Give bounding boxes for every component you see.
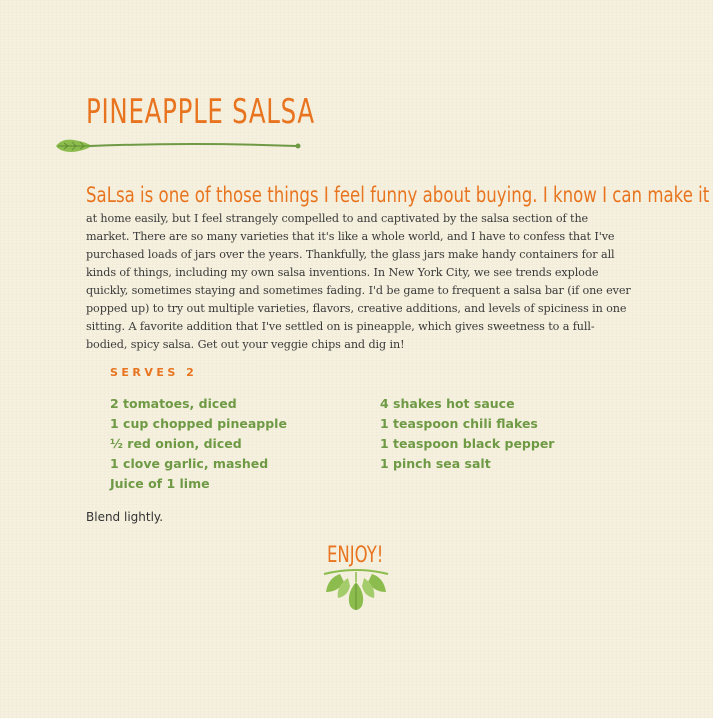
ingredient-item: 1 clove garlic, mashed <box>110 456 269 471</box>
ingredient-item: 1 teaspoon chili flakes <box>380 416 538 431</box>
ingredients-left-column <box>110 394 287 494</box>
ingredient-item: 1 teaspoon black pepper <box>380 436 555 451</box>
intro-paragraph: at home easily, but I feel strangely compelled to and captivated by the salsa section of the market. There are so many varieties that it's like a whole world, and I have to confess that I've purchased loads of jars over the years. Thankfully, the glass jars make handy containers for all kinds of things, including my own salsa inventions. In New York City, we see trends explode quickly, sometimes staying and sometimes fading. I'd be game to frequent a salsa bar (if one ever popped up) to try out multiple varieties, flavors, creative additions, and levels of spiciness in one sitting. A favorite addition that I've settled on is pineapple, which gives sweetness to a full-bodied, spicy salsa. Get out your veggie chips and dig in! <box>86 212 631 351</box>
enjoy-heading: ENJOY! <box>327 543 384 568</box>
leaf-cluster-icon <box>320 568 392 616</box>
ingredient-item: Juice of 1 lime <box>110 476 210 491</box>
lead-sentence: SaLsa is one of those things I feel funny about buying. I know I can make it <box>86 183 710 207</box>
ingredient-item: 1 cup chopped pineapple <box>110 416 287 431</box>
serves-label: SERVES 2 <box>110 366 198 379</box>
ingredient-item: 4 shakes hot sauce <box>380 396 515 411</box>
recipe-title: PINEAPPLE SALSA <box>86 92 315 132</box>
vine-leaf-divider-icon <box>52 134 307 158</box>
ingredient-item: 2 tomatoes, diced <box>110 396 237 411</box>
ingredients-right-column <box>380 394 554 474</box>
ingredient-item: ½ red onion, diced <box>110 436 242 451</box>
instruction-text: Blend lightly. <box>86 510 164 524</box>
ingredient-item: 1 pinch sea salt <box>380 456 491 471</box>
